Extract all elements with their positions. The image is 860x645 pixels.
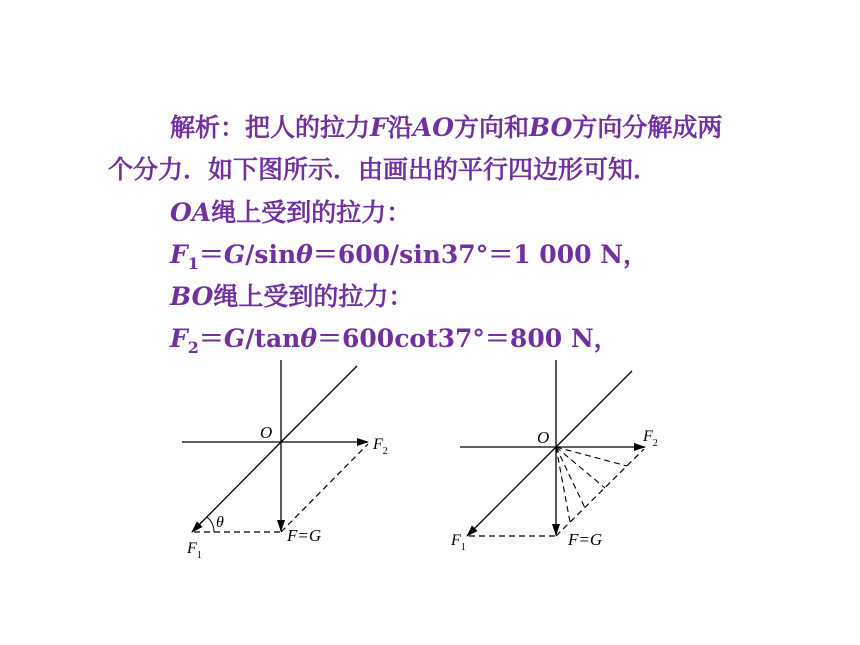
rope-line [556,371,632,447]
rope-line [281,366,357,442]
solution-line-1: 解析：把人的拉力F沿AO方向和BO方向分解成两 [170,113,723,142]
label-theta: θ [216,514,224,531]
label-f2: $F_2$ [373,436,388,457]
dashed-fan-3 [556,447,585,508]
diagram-left [182,360,388,561]
label-fg: F=G [568,530,603,549]
label-fg: F=G [287,526,322,545]
solution-line-2: 个分力．如下图所示．由画出的平行四边形可知． [108,155,659,184]
label-o: O [260,423,273,442]
diagram-right [450,360,658,553]
solution-line-5: BO绳上受到的拉力： [170,282,414,311]
dashed-side [281,444,368,532]
label-f2: $F_2$ [643,428,658,449]
dashed-fan-4 [556,447,570,522]
f1-vector [467,447,556,536]
dashed-side [556,449,644,536]
solution-line-3: OA绳上受到的拉力： [170,198,412,227]
label-f1: $F_1$ [451,532,466,553]
label-o: O [537,428,550,447]
formula-f1: $F_1=G/\sin\theta=600/\sin 37^\circ=1$ 000 N， [170,240,649,273]
solution-lead: 解析 [170,113,221,142]
theta-arc [207,517,214,532]
label-f1: $F_1$ [187,540,202,561]
f1-vector [192,442,281,532]
formula-f2: $F_2=G/\tan\theta=600\cot 37^\circ=800$ N， [170,324,619,357]
